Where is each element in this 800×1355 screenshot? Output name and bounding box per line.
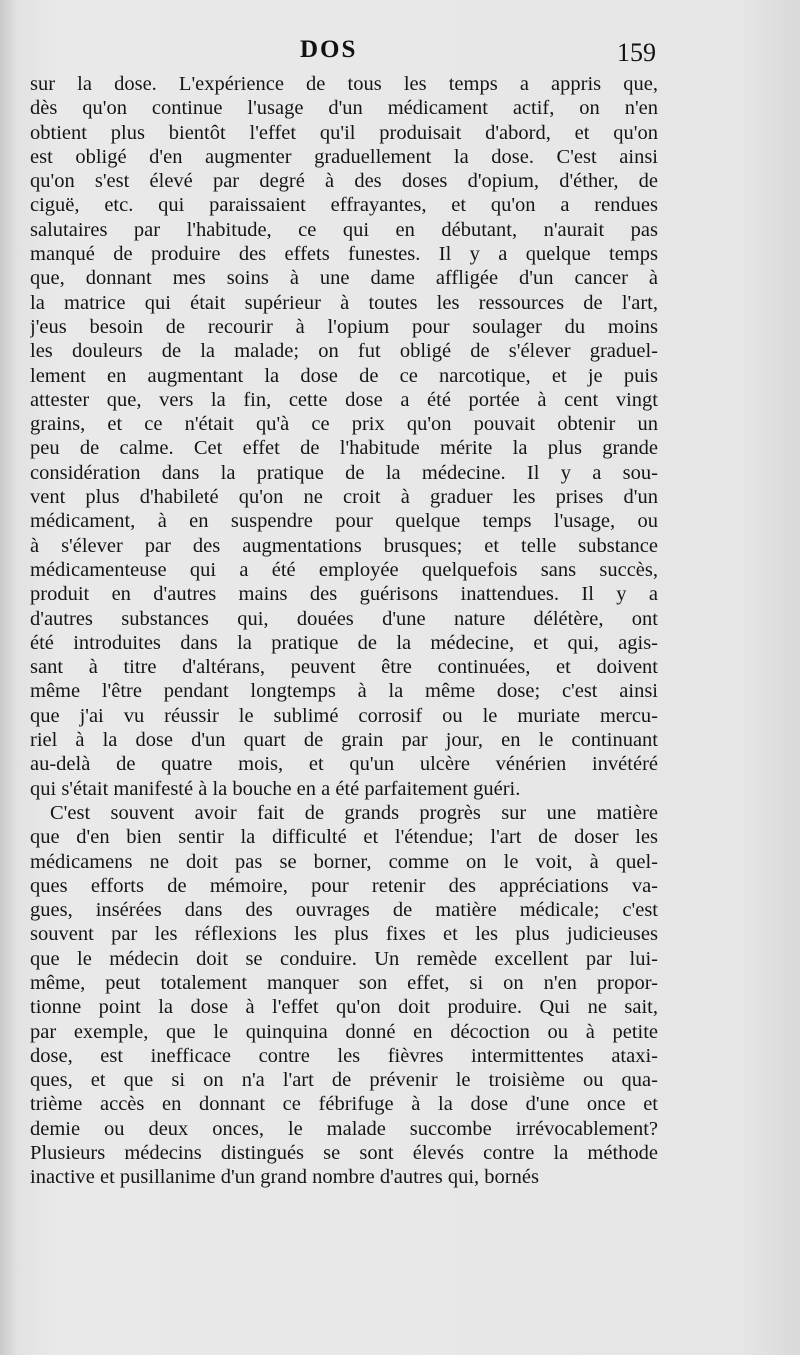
text-line: dès qu'on continue l'usage d'un médicament actif, on n'en: [30, 97, 658, 120]
text-line: sur la dose. L'expérience de tous les temps a appris que,: [30, 73, 658, 95]
text-line: été introduites dans la pratique de la médecine, et qui, agis-: [30, 631, 658, 654]
text-line: j'eus besoin de recourir à l'opium pour soulager du moins: [30, 315, 658, 338]
text-line: manqué de produire des effets funestes. Il y a quelque temps: [30, 243, 658, 266]
text-line: considération dans la pratique de la médecine. Il y a sou-: [30, 461, 658, 484]
running-head: [30, 36, 660, 76]
text-line: que le médecin doit se conduire. Un remède excellent par lui-: [30, 947, 658, 970]
text-line: dose, est inefficace contre les fièvres intermittentes ataxi-: [30, 1044, 658, 1067]
text-line: inactive et pusillanime d'un grand nombre d'autres qui, bornés: [30, 1166, 539, 1189]
text-line: qu'on s'est élevé par degré à des doses d'opium, d'éther, de: [30, 170, 658, 193]
text-line: produit en d'autres mains des guérisons inattendues. Il y a: [30, 583, 658, 606]
text-line: ques, et que si on n'a l'art de prévenir le troisième ou qua-: [30, 1069, 658, 1092]
text-line: grains, et ce n'était qu'à ce prix qu'on pouvait obtenir un: [30, 413, 658, 436]
text-line: d'autres substances qui, douées d'une nature délétère, ont: [30, 607, 658, 630]
text-line: est obligé d'en augmenter graduellement la dose. C'est ainsi: [30, 145, 658, 168]
text-line: tionne point la dose à l'effet qu'on doit produire. Qui ne sait,: [30, 996, 658, 1019]
text-line: obtient plus bientôt l'effet qu'il produisait d'abord, et qu'on: [30, 121, 658, 144]
text-line: au-delà de quatre mois, et qu'un ulcère vénérien invétéré: [30, 753, 658, 776]
text-line: qui s'était manifesté à la bouche en a été parfaitement guéri.: [30, 777, 521, 800]
text-line: que d'en bien sentir la difficulté et l'étendue; l'art de doser les: [30, 826, 658, 849]
text-line: C'est souvent avoir fait de grands progrès sur une matière: [50, 801, 658, 824]
text-line: médicamens ne doit pas se borner, comme on le voit, à quel-: [30, 850, 658, 873]
text-line: peu de calme. Cet effet de l'habitude mérite la plus grande: [30, 437, 658, 460]
text-line: à s'élever par des augmentations brusques; et telle substance: [30, 534, 658, 557]
text-line: que j'ai vu réussir le sublimé corrosif ou le muriate mercu-: [30, 704, 658, 727]
text-line: vent plus d'habileté qu'on ne croit à graduer les prises d'un: [30, 486, 658, 509]
text-line: ques efforts de mémoire, pour retenir des appréciations va-: [30, 874, 658, 897]
text-line: sant à titre d'altérans, peuvent être continuées, et doivent: [30, 656, 658, 679]
text-line: souvent par les réflexions les plus fixes et les plus judicieuses: [30, 923, 658, 946]
text-line: gues, insérées dans des ouvrages de matière médicale; c'est: [30, 899, 658, 922]
text-line: Plusieurs médecins distingués se sont élevés contre la méthode: [30, 1142, 658, 1165]
text-line: la matrice qui était supérieur à toutes les ressources de l'art,: [30, 291, 658, 314]
page-number: 159: [617, 38, 656, 67]
text-line: que, donnant mes soins à une dame affligée d'un cancer à: [30, 267, 658, 290]
text-line: lement en augmentant la dose de ce narcotique, et je puis: [30, 364, 658, 387]
text-line: même, peut totalement manquer son effet, si on n'en propor-: [30, 971, 658, 994]
text-line: trième accès en donnant ce fébrifuge à la dose d'une once et: [30, 1093, 658, 1116]
text-line: salutaires par l'habitude, ce qui en débutant, n'aurait pas: [30, 218, 658, 241]
body-text: [30, 72, 658, 1190]
text-line: médicamenteuse qui a été employée quelquefois sans succès,: [30, 558, 658, 581]
text-line: même l'être pendant longtemps à la même dose; c'est ainsi: [30, 680, 658, 703]
text-line: les douleurs de la malade; on fut obligé de s'élever graduel-: [30, 340, 658, 363]
text-line: attester que, vers la fin, cette dose a été portée à cent vingt: [30, 388, 658, 411]
text-line: médicament, à en suspendre pour quelque temps l'usage, ou: [30, 510, 658, 533]
text-line: riel à la dose d'un quart de grain par jour, en le continuant: [30, 729, 658, 752]
text-line: demie ou deux onces, le malade succombe irrévocablement?: [30, 1117, 658, 1140]
header-title: DOS: [300, 36, 358, 63]
text-line: ciguë, etc. qui paraissaient effrayantes, et qu'on a rendues: [30, 194, 658, 217]
text-line: par exemple, que le quinquina donné en décoction ou à petite: [30, 1020, 658, 1043]
